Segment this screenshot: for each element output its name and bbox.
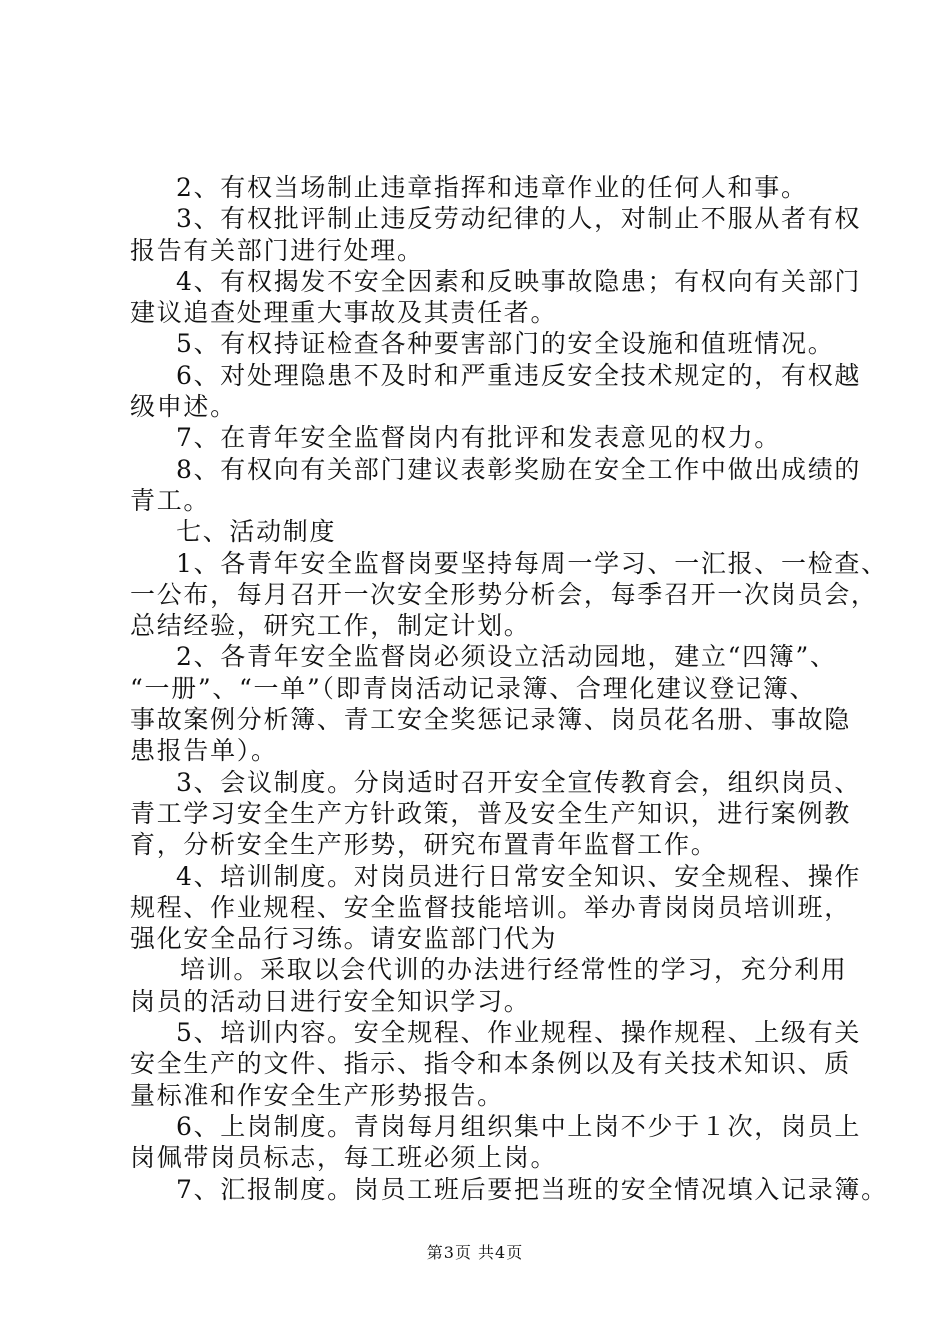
body-line: 1、各青年安全监督岗要坚持每周一学习、一汇报、一检查、 xyxy=(176,548,888,578)
body-line: 患报告单）。 xyxy=(130,736,278,766)
body-line: 4、有权揭发不安全因素和反映事故隐患；有权向有关部门 xyxy=(176,266,862,296)
body-line: 育，分析安全生产形势，研究布置青年监督工作。 xyxy=(130,830,718,860)
body-line: 5、培训内容。安全规程、作业规程、操作规程、上级有关 xyxy=(176,1018,862,1048)
body-line: 建议追查处理重大事故及其责任者。 xyxy=(130,298,558,328)
body-line: 量标准和作安全生产形势报告。 xyxy=(130,1080,504,1110)
body-line: 青工学习安全生产方针政策，普及安全生产知识，进行案例教 xyxy=(130,798,851,828)
body-line: 总结经验，研究工作，制定计划。 xyxy=(130,611,531,641)
body-line: 8、有权向有关部门建议表彰奖励在安全工作中做出成绩的 xyxy=(176,454,862,484)
body-line: “一册”、“一单”（即青岗活动记录簿、合理化建议登记簿、 xyxy=(130,673,817,703)
document-body xyxy=(130,172,888,1205)
body-line: 6、对处理隐患不及时和严重违反安全技术规定的，有权越 xyxy=(176,360,862,390)
body-line: 青工。 xyxy=(130,485,211,515)
body-line: 一公布，每月召开一次安全形势分析会，每季召开一次岗员会， xyxy=(130,579,878,609)
body-line: 2、有权当场制止违章指挥和违章作业的任何人和事。 xyxy=(176,173,808,202)
section-heading: 七、活动制度 xyxy=(176,517,337,547)
body-line: 安全生产的文件、指示、指令和本条例以及有关技术知识、质 xyxy=(130,1049,851,1079)
body-line: 报告有关部门进行处理。 xyxy=(130,235,424,265)
body-line: 规程、作业规程、安全监督技能培训。举办青岗岗员培训班， xyxy=(130,892,851,922)
body-line: 6、上岗制度。青岗每月组织集中上岗不少于１次，岗员上 xyxy=(176,1111,862,1141)
body-line: 2、各青年安全监督岗必须设立活动园地，建立“四簿”、 xyxy=(176,642,837,672)
body-line: 岗佩带岗员标志，每工班必须上岗。 xyxy=(130,1143,558,1173)
body-line: 7、在青年安全监督岗内有批评和发表意见的权力。 xyxy=(176,423,782,453)
body-line: 培训。采取以会代训的办法进行经常性的学习，充分利用 xyxy=(180,955,848,985)
body-line: 级申述。 xyxy=(130,392,237,422)
body-line: 5、有权持证检查各种要害部门的安全设施和值班情况。 xyxy=(176,329,835,359)
body-line: 岗员的活动日进行安全知识学习。 xyxy=(130,986,531,1016)
body-line: 强化安全品行习练。请安监部门代为 xyxy=(130,924,558,954)
page-number-footer: 第3页 共4页 xyxy=(426,1243,524,1262)
body-line: 事故案例分析簿、青工安全奖惩记录簿、岗员花名册、事故隐 xyxy=(130,705,851,735)
body-line: 3、会议制度。分岗适时召开安全宣传教育会，组织岗员、 xyxy=(176,767,862,797)
body-line: 7、汇报制度。岗员工班后要把当班的安全情况填入记录簿。 xyxy=(176,1174,888,1204)
body-line: 4、培训制度。对岗员进行日常安全知识、安全规程、操作 xyxy=(176,861,862,891)
body-line: 3、有权批评制止违反劳动纪律的人，对制止不服从者有权 xyxy=(176,204,862,234)
